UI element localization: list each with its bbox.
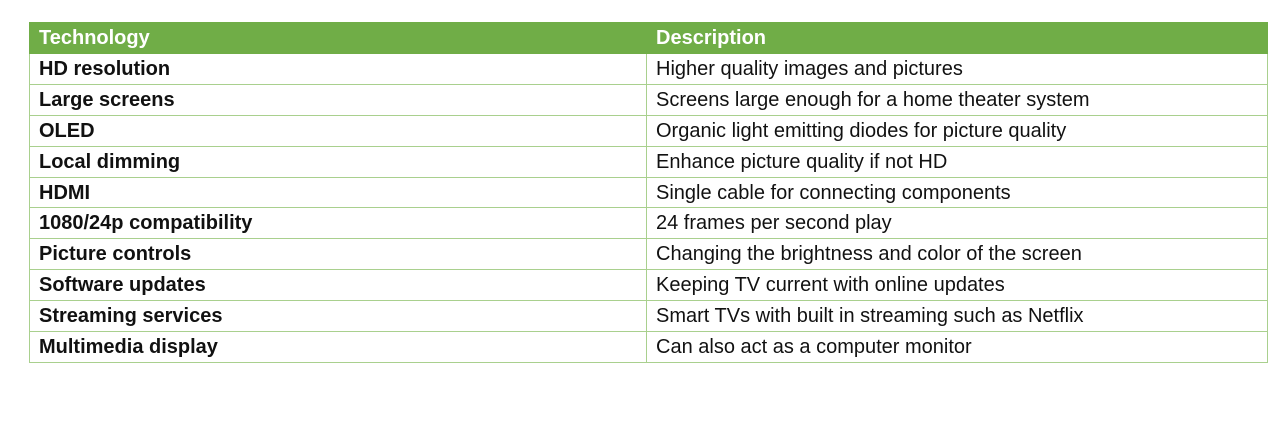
technology-cell: OLED — [30, 115, 647, 146]
technology-cell: HD resolution — [30, 54, 647, 85]
technology-cell: 1080/24p compatibility — [30, 208, 647, 239]
description-cell: Enhance picture quality if not HD — [647, 146, 1268, 177]
header-description: Description — [647, 23, 1268, 54]
description-cell: Screens large enough for a home theater system — [647, 84, 1268, 115]
technology-cell: HDMI — [30, 177, 647, 208]
technology-table-container — [29, 22, 1267, 363]
table-row — [30, 177, 1268, 208]
description-cell: Changing the brightness and color of the screen — [647, 239, 1268, 270]
description-cell: Higher quality images and pictures — [647, 54, 1268, 85]
table-row — [30, 332, 1268, 363]
table-row — [30, 146, 1268, 177]
description-cell: Smart TVs with built in streaming such as Netflix — [647, 301, 1268, 332]
table-row — [30, 115, 1268, 146]
technology-cell: Local dimming — [30, 146, 647, 177]
table-row — [30, 239, 1268, 270]
description-cell: Keeping TV current with online updates — [647, 270, 1268, 301]
table-row — [30, 270, 1268, 301]
table-body — [30, 54, 1268, 363]
table-row — [30, 84, 1268, 115]
technology-table — [29, 22, 1268, 363]
table-row — [30, 54, 1268, 85]
description-cell: Organic light emitting diodes for picture quality — [647, 115, 1268, 146]
table-row — [30, 301, 1268, 332]
table-row — [30, 208, 1268, 239]
technology-cell: Streaming services — [30, 301, 647, 332]
technology-cell: Picture controls — [30, 239, 647, 270]
table-header — [30, 23, 1268, 54]
header-row — [30, 23, 1268, 54]
header-technology: Technology — [30, 23, 647, 54]
description-cell: Can also act as a computer monitor — [647, 332, 1268, 363]
description-cell: 24 frames per second play — [647, 208, 1268, 239]
technology-cell: Software updates — [30, 270, 647, 301]
description-cell: Single cable for connecting components — [647, 177, 1268, 208]
technology-cell: Large screens — [30, 84, 647, 115]
technology-cell: Multimedia display — [30, 332, 647, 363]
